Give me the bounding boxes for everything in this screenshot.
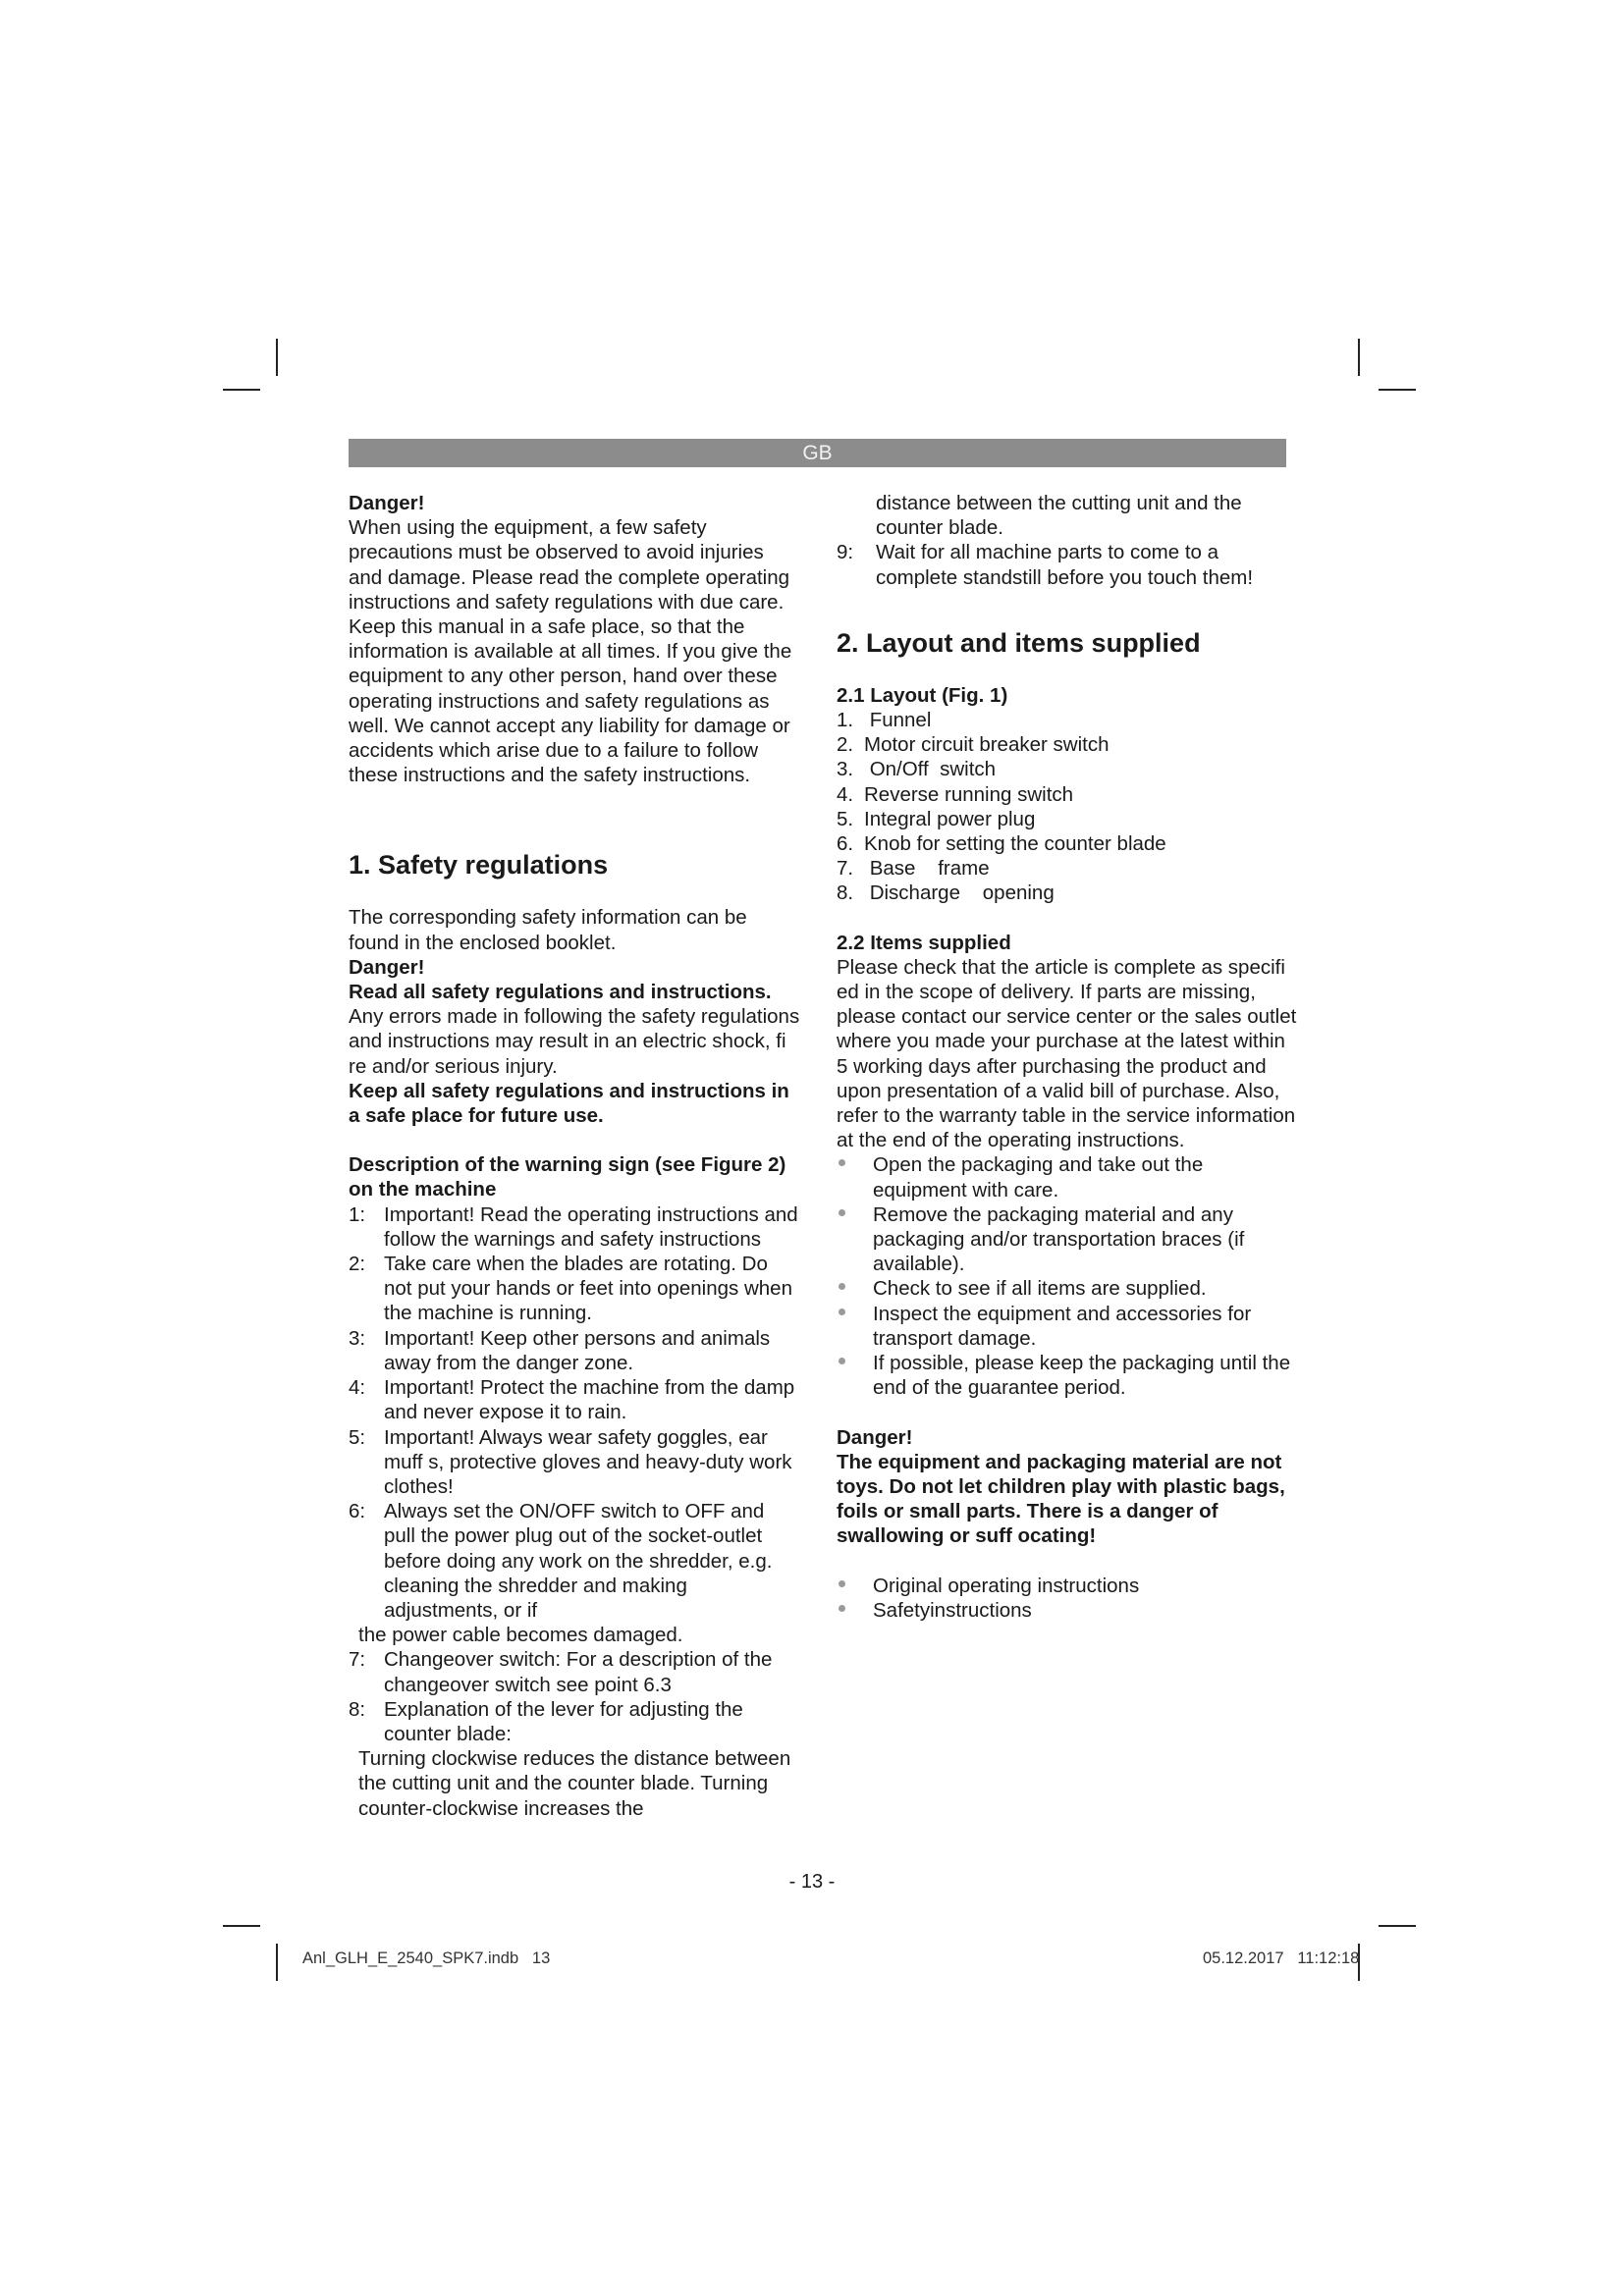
bullet-icon: [839, 1580, 845, 1587]
page-number: - 13 -: [788, 1871, 836, 1893]
list-item: 6. Knob for setting the counter blade: [837, 832, 1166, 856]
list-item: 6: Always set the ON/OFF switch to OFF and pull the power plug out of the socket-outlet before doing any work on the shredder, e.g. cleaning the shredder and making adjustments, or if: [349, 1500, 773, 1622]
documents-list: [837, 1574, 1298, 1623]
bullet-icon: [839, 1358, 845, 1364]
bullet-icon: [839, 1209, 845, 1216]
keep-regulations-text: Keep all safety regulations and instructions in a safe place for future use.: [349, 1079, 789, 1128]
list-item-continuation: the power cable becomes damaged.: [358, 1624, 683, 1647]
list-item: Check to see if all items are supplied.: [837, 1276, 1298, 1301]
list-item: Inspect the equipment and accessories for transport damage.: [837, 1302, 1298, 1351]
list-item: 3: Important! Keep other persons and animals away from the danger zone.: [349, 1326, 771, 1374]
bullet-icon: [839, 1605, 845, 1612]
bullet-icon: [839, 1283, 845, 1290]
danger-intro-text: When using the equipment, a few safety precautions must be observed to avoid injuries and damage. Please read the complete operating instructions and safety regulations with due care. Keep this manual in a safe place, so that the information is available at all times. If you give the equipment to any other person, hand over these operating instructions and safety regulations as well. We cannot accept any liability for damage or accidents which arise due to a failure to follow these instructions and the safety instructions.: [349, 516, 792, 787]
list-item: 5: Important! Always wear safety goggles, ear muff s, protective gloves and heavy-duty work clothes!: [349, 1425, 792, 1498]
list-item: 1. Funnel: [837, 709, 932, 732]
list-item: 4: Important! Protect the machine from the damp and never expose it to rain.: [349, 1376, 795, 1424]
crop-mark: [1358, 339, 1360, 376]
left-column: [349, 491, 800, 1821]
list-item: 4. Reverse running switch: [837, 782, 1074, 806]
danger-heading: Danger!: [349, 492, 425, 514]
crop-mark: [276, 1944, 278, 1981]
list-item: Remove the packaging material and any packaging and/or transportation braces (if available).: [837, 1202, 1298, 1277]
section-title-safety: 1. Safety regulations: [349, 850, 609, 881]
list-item: Safetyinstructions: [837, 1598, 1298, 1623]
list-item: 9: Wait for all machine parts to come to a complete standstill before you touch them!: [837, 541, 1254, 589]
language-header-bar: GB: [349, 439, 1286, 467]
list-item-continuation: Turning clockwise reduces the distance between the cutting unit and the counter blade. Turning counter-clockwise increases the: [358, 1747, 791, 1820]
safety-intro-text: The corresponding safety information can be found in the enclosed booklet.: [349, 906, 747, 954]
crop-mark: [276, 339, 278, 376]
list-item: 2: Take care when the blades are rotating. Do not put your hands or feet into openings when the machine is running.: [349, 1253, 792, 1325]
list-item: Open the packaging and take out the equipment with care.: [837, 1152, 1298, 1201]
list-item: If possible, please keep the packaging until the end of the guarantee period.: [837, 1351, 1298, 1400]
list-item: 3. On/Off switch: [837, 758, 997, 781]
list-item: 5. Integral power plug: [837, 807, 1036, 830]
read-regulations-text: Read all safety regulations and instructions.: [349, 981, 772, 1004]
danger-heading: Danger!: [837, 1425, 913, 1449]
list-item: 8: Explanation of the lever for adjusting the counter blade:: [349, 1697, 743, 1745]
warning-list: [349, 1202, 800, 1821]
bullet-icon: [839, 1308, 845, 1315]
footer-file-name: Anl_GLH_E_2540_SPK7.indb 13: [302, 1949, 551, 1967]
crop-mark: [1379, 389, 1416, 391]
danger-children-text: The equipment and packaging material are not toys. Do not let children play with plastic bags, foils or small parts. There is a danger of swallowing or suff ocating!: [837, 1450, 1285, 1548]
list-item: Original operating instructions: [837, 1574, 1298, 1598]
warning-sign-title: Description of the warning sign (see Figure 2) on the machine: [349, 1153, 786, 1201]
layout-list: [837, 708, 1298, 906]
list-item: 8. Discharge opening: [837, 881, 1055, 905]
crop-mark: [1379, 1925, 1416, 1927]
subsection-title-layout: 2.1 Layout (Fig. 1): [837, 683, 1008, 707]
subsection-title-items: 2.2 Items supplied: [837, 931, 1011, 954]
errors-warning-text: Any errors made in following the safety regulations and instructions may result in an electric shock, fi re and/or serious injury.: [349, 1005, 800, 1078]
supplied-bullet-list: [837, 1152, 1298, 1400]
right-column: [837, 491, 1298, 1623]
footer-timestamp: 05.12.2017 11:12:18: [1203, 1949, 1360, 1967]
list-item: 1: Important! Read the operating instructions and follow the warnings and safety instructions: [349, 1202, 798, 1251]
continued-text: distance between the cutting unit and the counter blade.: [876, 492, 1242, 540]
danger-heading: Danger!: [349, 955, 425, 979]
list-item: 2. Motor circuit breaker switch: [837, 733, 1110, 757]
section-title-layout: 2. Layout and items supplied: [837, 627, 1201, 658]
bullet-icon: [839, 1159, 845, 1166]
list-item: 7. Base frame: [837, 857, 990, 881]
list-item: 7: Changeover switch: For a description of the changeover switch see point 6.3: [349, 1648, 773, 1696]
crop-mark: [223, 389, 260, 391]
crop-mark: [223, 1925, 260, 1927]
items-supplied-text: Please check that the article is complete as specifi ed in the scope of delivery. If parts are missing, please contact our service center or the sales outlet where you made your purchase at the latest within 5 working days after purchasing the product and upon presentation of a valid bill of purchase. Also, refer to the warranty table in the service information at the end of the operating instructions.: [837, 955, 1297, 1152]
